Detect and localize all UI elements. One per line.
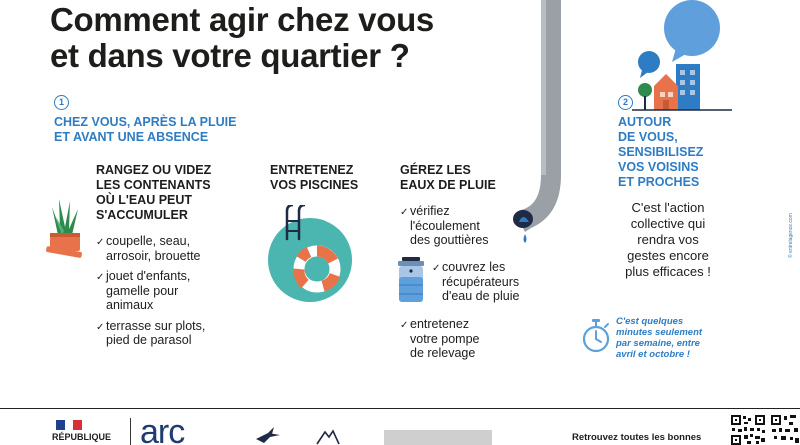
footer-separator [130,418,131,445]
check-icon: ✓ [96,237,105,248]
downpipe-icon [505,0,575,250]
col1-heading: RANGEZ OU VIDEZ LES CONTENANTS OÙ L'EAU PEUT S'ACCUMULER [96,163,212,222]
qr-code-icon[interactable] [770,414,800,445]
check-icon: ✓ [432,263,441,274]
col3-item-3: ✓ entretenez votre pompe de relevage [400,317,480,360]
plant-pot-icon [44,195,88,265]
section1-heading: CHEZ VOUS, APRÈS LA PLUIE ET AVANT UNE ABSENCE [54,115,237,144]
partner-logo-placeholder [384,430,492,445]
check-icon: ✓ [400,207,409,218]
mountain-logo-icon [316,427,340,445]
page-title: Comment agir chez vous et dans votre quartier ? [50,1,434,74]
stopwatch-icon [582,319,610,355]
list-item: ✓ coupelle, seau, arrosoir, brouette [96,234,201,263]
check-icon: ✓ [96,272,105,283]
pool-illustration [265,205,355,305]
list-item: ✓ terrasse sur plots, pied de parasol [96,318,206,347]
republique-label: RÉPUBLIQUE [52,432,112,442]
neighbors-illustration [632,0,732,112]
footer-cta: Retrouvez toutes les bonnes [572,432,702,443]
list-item: ✓ jouet d'enfants, gamelle pour animaux [96,269,191,312]
section2-heading: AUTOUR DE VOUS, SENSIBILISEZ VOS VOISINS ET PROCHES [618,115,704,189]
arc-logo: arc [140,413,185,445]
col3-item-1: ✓ vérifiez l'écoulement des gouttières [400,204,489,247]
flag-icon [56,420,82,430]
rain-barrel-icon [396,257,428,305]
col3-heading: GÉREZ LES EAUX DE PLUIE [400,163,496,192]
check-icon: ✓ [96,321,105,333]
footer-divider [0,408,800,409]
col3-item-2: ✓ couvrez les récupérateurs d'eau de pluie [432,260,520,303]
bird-logo-icon [254,425,284,445]
check-icon: ✓ [400,320,409,331]
tip-text: C'est quelques minutes seulement par semaine, entre avril et octobre ! [616,316,703,360]
section2-body: C'est l'action collective qui rendra vos gestes encore plus efficaces ! [625,200,711,279]
col2-heading: ENTRETENEZ VOS PISCINES [270,163,359,192]
step-number-1: 1 [54,95,69,110]
credit-text: © entrelagence.com [788,213,794,258]
qr-code-icon[interactable] [730,414,766,445]
step-number-2: 2 [618,95,633,110]
col1-list [96,234,205,348]
